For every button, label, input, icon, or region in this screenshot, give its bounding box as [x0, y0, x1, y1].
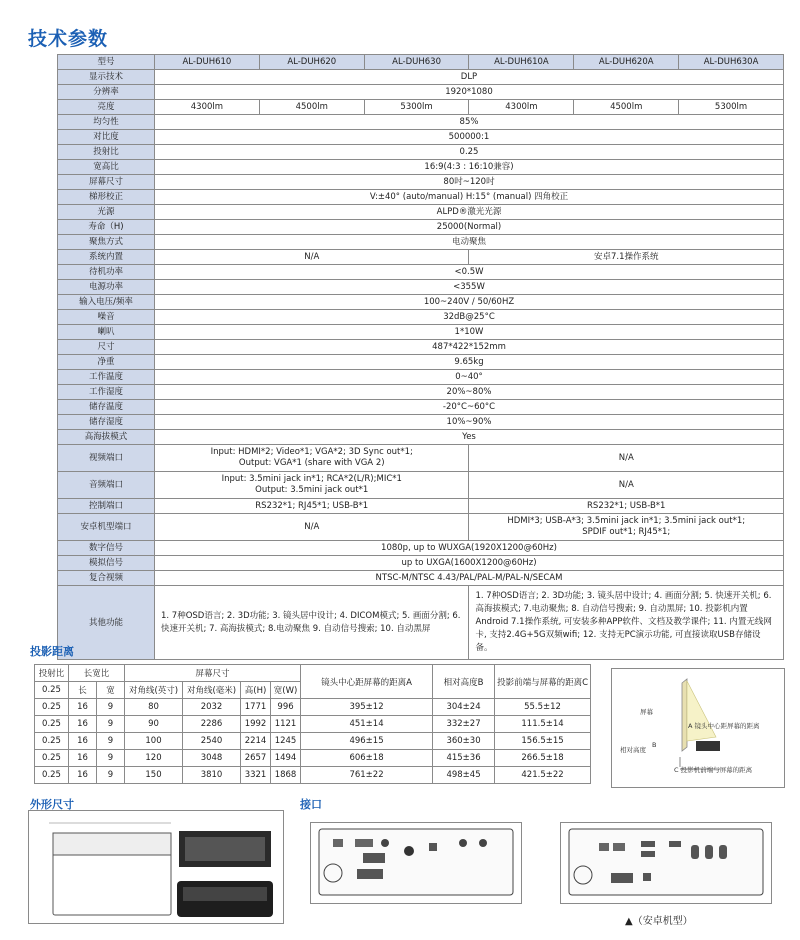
table-cell: 498±45	[433, 767, 495, 784]
row-value: N/A	[469, 445, 784, 472]
table-cell: 9	[97, 716, 125, 733]
spec-table	[57, 54, 784, 660]
table-row	[58, 160, 784, 175]
light-beam-shape	[687, 681, 716, 741]
table-cell: 150	[125, 767, 183, 784]
dimensions-box	[28, 810, 284, 924]
row-key: 模拟信号	[58, 556, 155, 571]
table-row	[58, 472, 784, 499]
model-header: AL-DUH630A	[679, 55, 784, 70]
table-row	[58, 295, 784, 310]
row-value	[155, 445, 469, 472]
row-key: 喇叭	[58, 325, 155, 340]
table-cell: 1245	[271, 733, 301, 750]
row-value: 1920*1080	[155, 85, 784, 100]
table-cell: 120	[125, 750, 183, 767]
row-value: 9.65kg	[155, 355, 784, 370]
row-value: Yes	[155, 430, 784, 445]
table-cell: 0.25	[35, 767, 69, 784]
col-subheader: 对角线(毫米)	[183, 682, 241, 699]
table-row	[58, 265, 784, 280]
row-value: 4300lm	[155, 100, 260, 115]
table-row	[58, 55, 784, 70]
row-key: 储存湿度	[58, 415, 155, 430]
row-value: N/A	[155, 514, 469, 541]
col-header: 投射比	[35, 665, 69, 682]
table-cell: 0.25	[35, 733, 69, 750]
table-cell: 1771	[241, 699, 271, 716]
page-title: 技术参数	[28, 28, 109, 50]
screen-shape	[682, 679, 687, 751]
model-header: AL-DUH620A	[574, 55, 679, 70]
row-key: 电源功率	[58, 280, 155, 295]
table-cell: 3810	[183, 767, 241, 784]
interface-standard-drawing	[311, 823, 521, 903]
col-header: 屏幕尺寸	[125, 665, 301, 682]
value-line: Input: HDMI*2; Video*1; VGA*2; 3D Sync out*1;	[210, 447, 413, 457]
table-cell: 16	[69, 699, 97, 716]
row-key: 安卓机型端口	[58, 514, 155, 541]
table-cell: 415±36	[433, 750, 495, 767]
col-header: 投影前端与屏幕的距离C	[495, 665, 591, 699]
row-value: 0~40°	[155, 370, 784, 385]
row-value: 0.25	[155, 145, 784, 160]
table-cell: 3048	[183, 750, 241, 767]
dimensions-title: 外形尺寸	[30, 798, 74, 811]
table-cell: 80	[125, 699, 183, 716]
table-row	[58, 325, 784, 340]
table-row	[58, 400, 784, 415]
table-cell: 111.5±14	[495, 716, 591, 733]
table-cell: 304±24	[433, 699, 495, 716]
row-value: 100~240V / 50/60HZ	[155, 295, 784, 310]
table-cell: 1121	[271, 716, 301, 733]
row-value: 80吋~120吋	[155, 175, 784, 190]
row-value: -20°C~60°C	[155, 400, 784, 415]
col-subheader: 宽(W)	[271, 682, 301, 699]
row-key: 储存温度	[58, 400, 155, 415]
table-cell: 100	[125, 733, 183, 750]
table-cell: 496±15	[301, 733, 433, 750]
table-row	[35, 767, 591, 784]
row-value: DLP	[155, 70, 784, 85]
table-row	[58, 340, 784, 355]
row-key: 待机功率	[58, 265, 155, 280]
table-row	[58, 220, 784, 235]
table-cell: 266.5±18	[495, 750, 591, 767]
table-row	[58, 541, 784, 556]
table-row	[58, 115, 784, 130]
row-key: 其他功能	[58, 586, 155, 660]
row-value: 10%~90%	[155, 415, 784, 430]
row-value: 487*422*152mm	[155, 340, 784, 355]
col-subheader: 长	[69, 682, 97, 699]
table-cell: 55.5±12	[495, 699, 591, 716]
table-cell: 16	[69, 750, 97, 767]
table-cell: 9	[97, 699, 125, 716]
table-cell: 996	[271, 699, 301, 716]
row-value: 4500lm	[574, 100, 679, 115]
table-cell: 156.5±15	[495, 733, 591, 750]
value-line: SPDIF out*1; RJ45*1;	[582, 527, 671, 537]
table-cell: 761±22	[301, 767, 433, 784]
table-row	[58, 430, 784, 445]
table-row	[58, 556, 784, 571]
table-cell: 90	[125, 716, 183, 733]
model-header: AL-DUH610	[155, 55, 260, 70]
table-row	[58, 175, 784, 190]
table-cell: 16	[69, 767, 97, 784]
table-row	[58, 70, 784, 85]
row-value: N/A	[155, 250, 469, 265]
table-row	[58, 586, 784, 660]
row-key: 系统内置	[58, 250, 155, 265]
dimensions-drawing	[29, 811, 283, 923]
table-cell: 1868	[271, 767, 301, 784]
row-value: 安卓7.1操作系统	[469, 250, 784, 265]
table-row	[58, 499, 784, 514]
table-row	[58, 190, 784, 205]
row-value: N/A	[469, 472, 784, 499]
table-cell: 606±18	[301, 750, 433, 767]
row-key: 净重	[58, 355, 155, 370]
col-header: 长宽比	[69, 665, 125, 682]
row-key: 工作湿度	[58, 385, 155, 400]
row-value: 5300lm	[364, 100, 469, 115]
row-value: 5300lm	[679, 100, 784, 115]
table-row	[35, 699, 591, 716]
table-row	[58, 205, 784, 220]
projector-shape	[696, 741, 720, 751]
table-cell: 0.25	[35, 750, 69, 767]
table-row	[35, 665, 591, 682]
value-line: Output: VGA*1 (share with VGA 2)	[238, 458, 385, 468]
table-row	[58, 385, 784, 400]
table-cell: 360±30	[433, 733, 495, 750]
row-key: 均匀性	[58, 115, 155, 130]
row-key: 亮度	[58, 100, 155, 115]
row-key: 工作温度	[58, 370, 155, 385]
projection-title: 投影距离	[30, 645, 74, 658]
col-header: 相对高度B	[433, 665, 495, 699]
table-cell: 451±14	[301, 716, 433, 733]
diagram-c-label: C 投影机前端与屏幕的距离	[674, 766, 753, 774]
row-value: 4300lm	[469, 100, 574, 115]
table-cell: 9	[97, 750, 125, 767]
diagram-screen-label: 屏幕	[640, 708, 653, 716]
row-key: 输入电压/频率	[58, 295, 155, 310]
table-row	[58, 130, 784, 145]
android-caption: ▲（安卓机型）	[625, 916, 693, 927]
table-row	[58, 85, 784, 100]
row-value: <355W	[155, 280, 784, 295]
table-row	[58, 235, 784, 250]
interface-title: 接口	[300, 798, 322, 811]
row-value: 32dB@25°C	[155, 310, 784, 325]
row-value	[469, 514, 784, 541]
table-cell: 0.25	[35, 682, 69, 699]
value-line: Output: 3.5mini jack out*1	[255, 485, 369, 495]
row-value: 电动聚焦	[155, 235, 784, 250]
other-features-right: 1. 7种OSD语言; 2. 3D功能; 3. 镜头居中设计; 4. 画面分割; 5. 快速开关机; 6. 高海拔模式; 7.电动聚焦; 8. 自动信号搜索; 9. 自动黑屏; 10. 投影机内置 Android 7.1操作系统, 可安装多种APP软件、文档及教学课件; 11. 内置无线网卡, 支持2.4G+5G双频wifi; 12. 支持无PC演示功能, 可直接读取USB存储设备。	[469, 586, 784, 660]
table-cell: 16	[69, 716, 97, 733]
value-line: HDMI*3; USB-A*3; 3.5mini jack in*1; 3.5mini jack out*1;	[507, 516, 746, 526]
row-value: 1*10W	[155, 325, 784, 340]
table-cell: 0.25	[35, 699, 69, 716]
table-cell: 16	[69, 733, 97, 750]
projection-table	[34, 664, 591, 784]
value-line: Input: 3.5mini jack in*1; RCA*2(L/R);MIC*1	[221, 474, 402, 484]
row-value: 20%~80%	[155, 385, 784, 400]
table-cell: 9	[97, 733, 125, 750]
interface-panel-standard	[310, 822, 522, 904]
row-value: NTSC-M/NTSC 4.43/PAL/PAL-M/PAL-N/SECAM	[155, 571, 784, 586]
model-header: AL-DUH610A	[469, 55, 574, 70]
row-key: 分辨率	[58, 85, 155, 100]
row-key: 光源	[58, 205, 155, 220]
col-subheader: 宽	[97, 682, 125, 699]
table-row	[58, 370, 784, 385]
row-key: 聚焦方式	[58, 235, 155, 250]
table-row	[58, 280, 784, 295]
col-subheader: 对角线(英寸)	[125, 682, 183, 699]
row-value: 85%	[155, 115, 784, 130]
diagram-a-label: A 镜头中心距屏幕的距离	[688, 722, 760, 730]
table-cell: 421.5±22	[495, 767, 591, 784]
row-key: 寿命（H)	[58, 220, 155, 235]
table-cell: 1992	[241, 716, 271, 733]
table-cell: 2540	[183, 733, 241, 750]
row-value: RS232*1; RJ45*1; USB-B*1	[155, 499, 469, 514]
table-row	[58, 250, 784, 265]
row-value: 500000:1	[155, 130, 784, 145]
row-key: 投射比	[58, 145, 155, 160]
row-key: 屏幕尺寸	[58, 175, 155, 190]
row-key: 尺寸	[58, 340, 155, 355]
row-value: 25000(Normal)	[155, 220, 784, 235]
table-row	[58, 100, 784, 115]
table-cell: 332±27	[433, 716, 495, 733]
col-subheader: 高(H)	[241, 682, 271, 699]
row-value: V:±40° (auto/manual) H:15° (manual) 四角校正	[155, 190, 784, 205]
row-value: 16:9(4:3 : 16:10兼容)	[155, 160, 784, 175]
row-value: <0.5W	[155, 265, 784, 280]
table-row	[58, 514, 784, 541]
table-cell: 395±12	[301, 699, 433, 716]
table-row	[58, 445, 784, 472]
model-header: AL-DUH620	[259, 55, 364, 70]
row-value: 1080p, up to WUXGA(1920X1200@60Hz)	[155, 541, 784, 556]
model-header: AL-DUH630	[364, 55, 469, 70]
table-row	[35, 733, 591, 750]
other-features-left: 1. 7种OSD语言; 2. 3D功能; 3. 镜头居中设计; 4. DICOM模式; 5. 画面分割; 6. 快速开关机; 7. 高海拔模式; 8.电动聚焦 9. 自动信号搜索; 10. 自动黑屏	[155, 586, 469, 660]
row-value: ALPD®激光光源	[155, 205, 784, 220]
row-key: 控制端口	[58, 499, 155, 514]
table-row	[58, 310, 784, 325]
table-cell: 1494	[271, 750, 301, 767]
row-key: 数字信号	[58, 541, 155, 556]
diagram-b-label: B	[652, 741, 657, 749]
table-row	[58, 415, 784, 430]
table-row	[58, 355, 784, 370]
row-key: 复合视频	[58, 571, 155, 586]
table-row	[35, 716, 591, 733]
table-cell: 2286	[183, 716, 241, 733]
row-value: up to UXGA(1600X1200@60Hz)	[155, 556, 784, 571]
row-value	[155, 472, 469, 499]
table-cell: 2214	[241, 733, 271, 750]
interface-android-drawing	[561, 823, 771, 903]
table-row	[58, 145, 784, 160]
row-key: 宽高比	[58, 160, 155, 175]
row-key: 显示技术	[58, 70, 155, 85]
row-value: RS232*1; USB-B*1	[469, 499, 784, 514]
row-key: 对比度	[58, 130, 155, 145]
row-key: 梯形校正	[58, 190, 155, 205]
row-key: 视频端口	[58, 445, 155, 472]
row-key: 高海拔模式	[58, 430, 155, 445]
row-key: 噪音	[58, 310, 155, 325]
interface-panel-android	[560, 822, 772, 904]
table-cell: 9	[97, 767, 125, 784]
table-cell: 3321	[241, 767, 271, 784]
table-row	[35, 750, 591, 767]
table-cell: 0.25	[35, 716, 69, 733]
col-header: 镜头中心距屏幕的距离A	[301, 665, 433, 699]
table-cell: 2032	[183, 699, 241, 716]
projection-diagram	[611, 668, 785, 788]
diagram-b-text: 相对高度	[620, 746, 646, 754]
row-value: 4500lm	[259, 100, 364, 115]
row-key: 音频端口	[58, 472, 155, 499]
table-cell: 2657	[241, 750, 271, 767]
row-key: 型号	[58, 55, 155, 70]
table-row	[58, 571, 784, 586]
